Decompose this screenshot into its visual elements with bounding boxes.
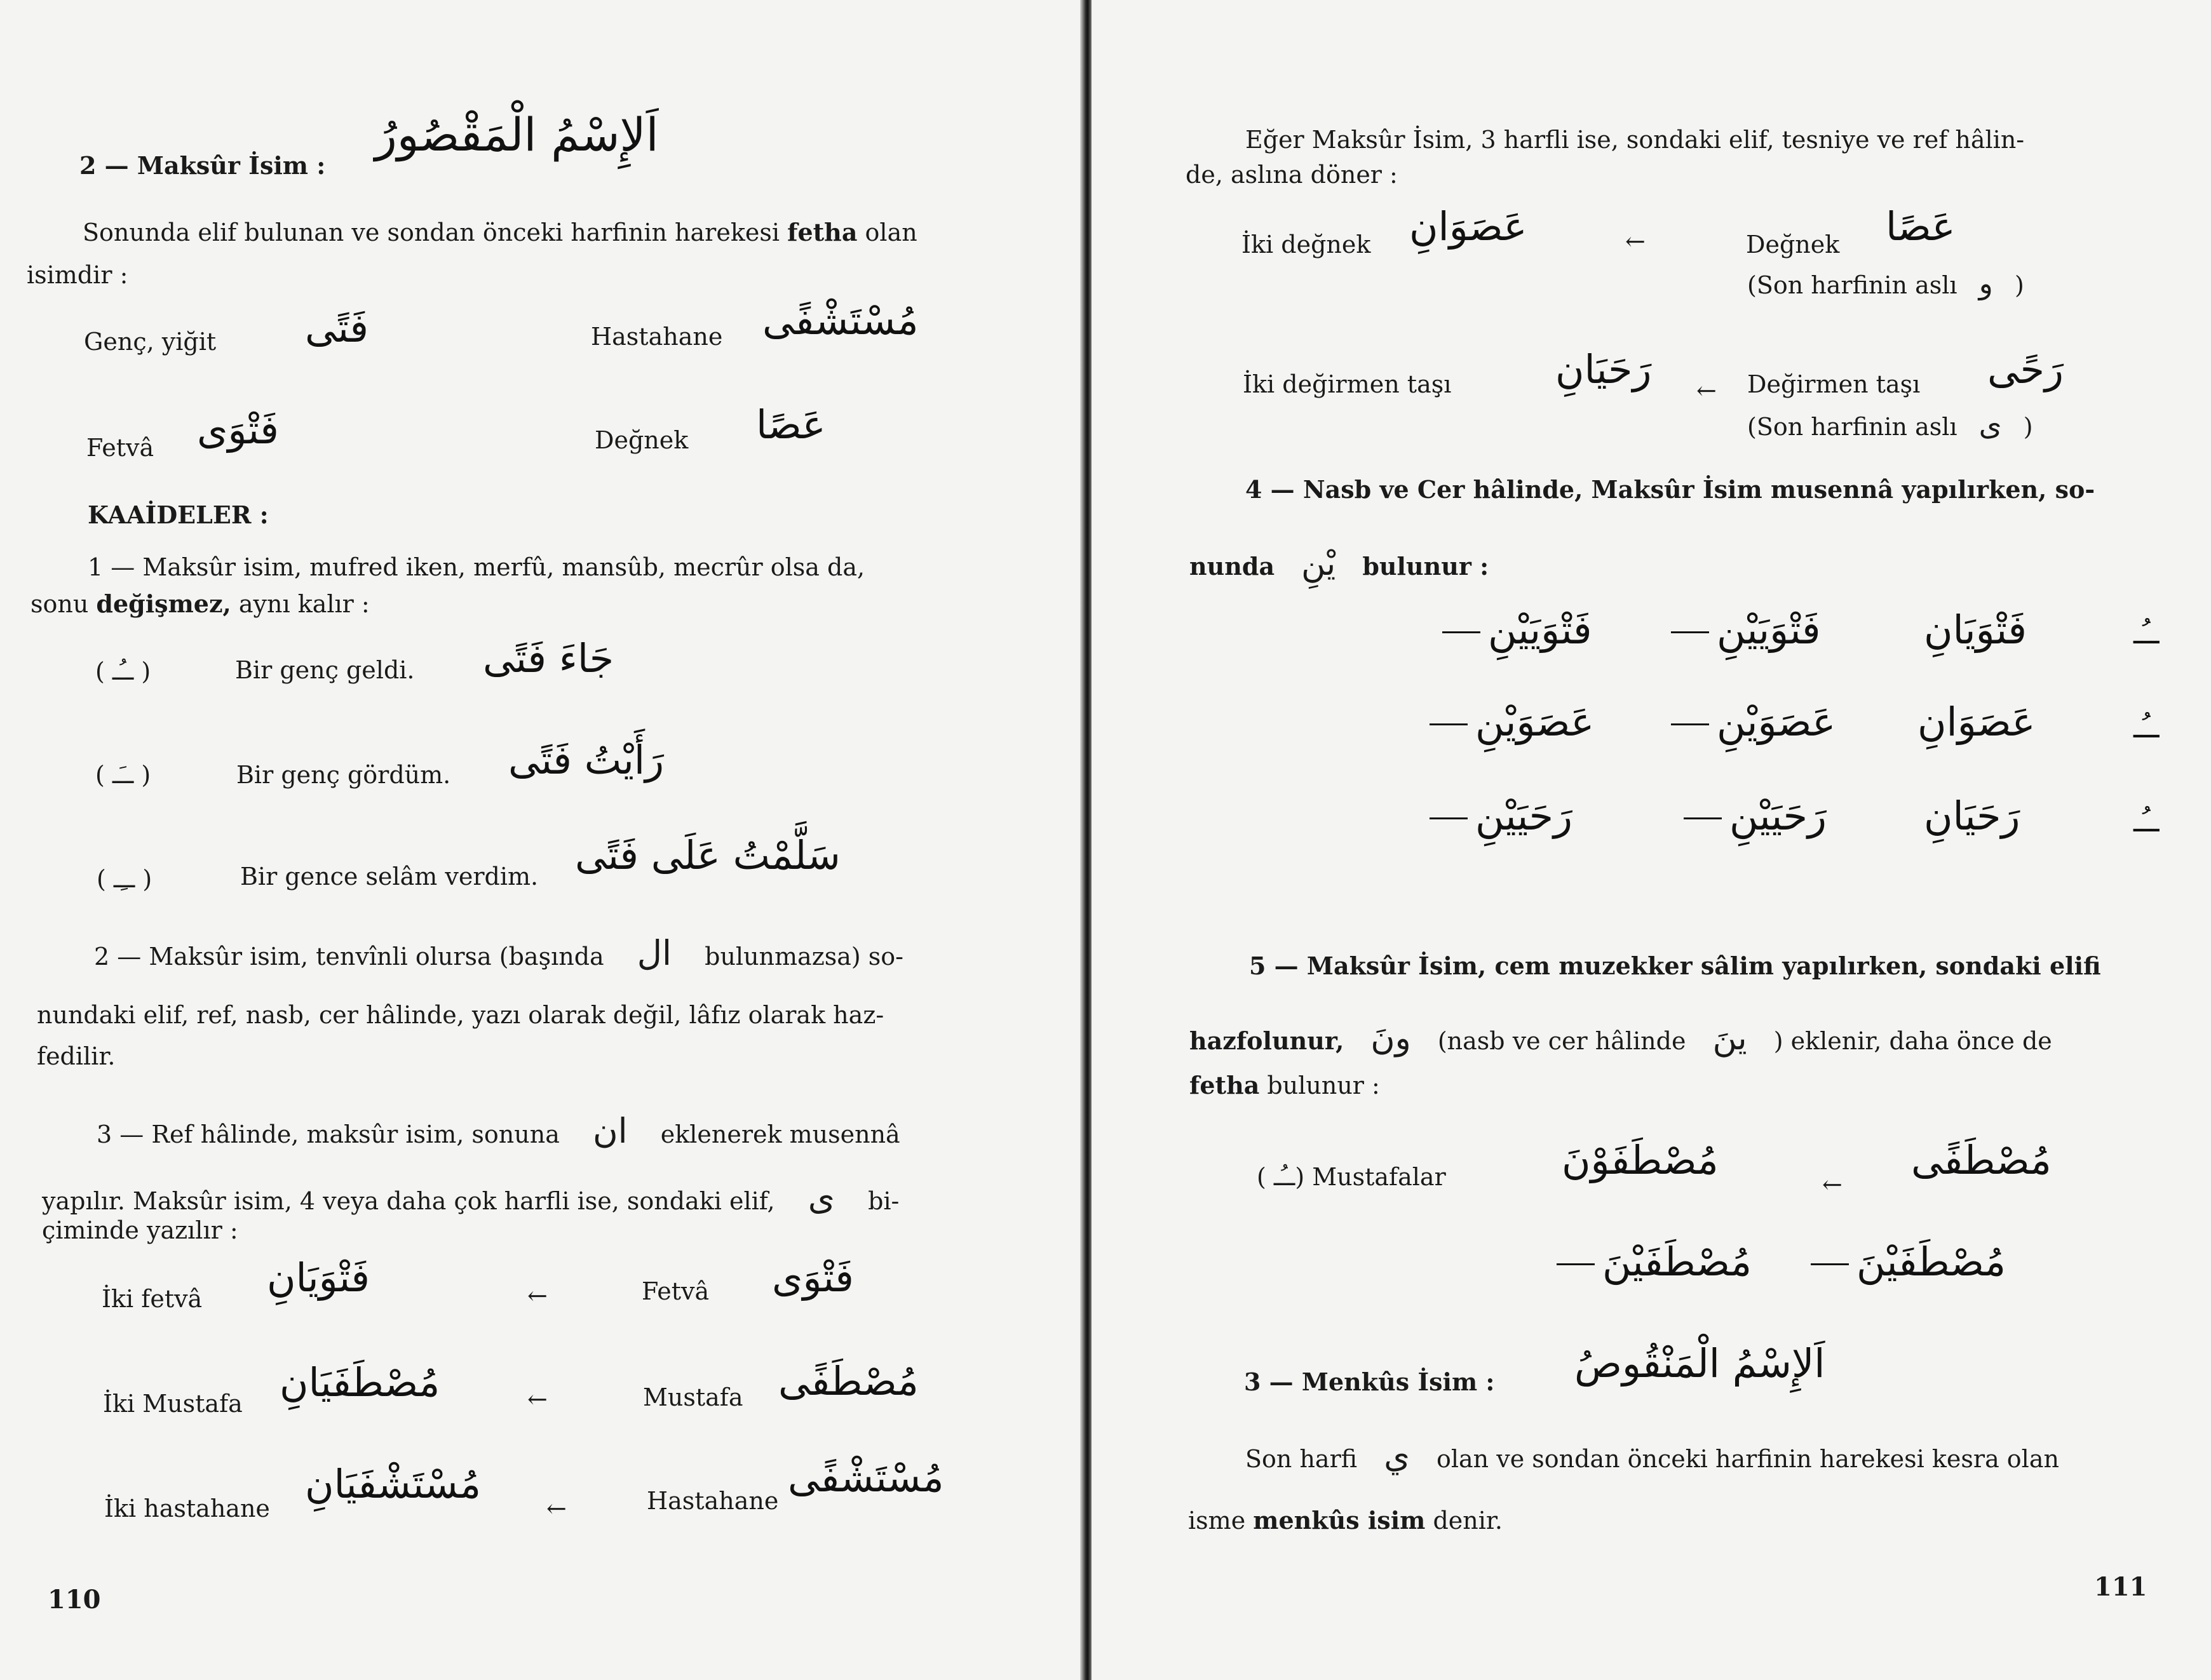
arrow: ← bbox=[527, 1282, 548, 1310]
menkus-heading-arabic: اَلإِسْمُ الْمَنْقُوصُ bbox=[1574, 1340, 1825, 1387]
origin-note: (Son harfinin aslı ى ) bbox=[1747, 408, 2033, 442]
dual-ar: عَصَوَانِ bbox=[1409, 203, 1527, 250]
example-ar: مُسْتَشْفًى bbox=[762, 297, 919, 344]
kasra-mark: ( ــِـ ) bbox=[97, 865, 152, 893]
rule2-line-2: nundaki elif, ref, nasb, cer hâlinde, yazı olarak değil, lâfız olarak haz- bbox=[37, 1001, 884, 1029]
table-cell: رَحَيَيْنِ bbox=[1676, 793, 1827, 839]
intro-line-2: isimdir : bbox=[27, 261, 128, 289]
rule3-line-2: yapılır. Maksûr isim, 4 veya daha çok harfli ise, sondaki elif, ى bi- bbox=[42, 1178, 900, 1218]
plural-base: مُصْطَفَيْنَ bbox=[1803, 1239, 2006, 1285]
rule2-line-1: 2 — Maksûr isim, tenvînli olursa (başında ال bulunmazsa) so- bbox=[94, 933, 904, 973]
arrow: ← bbox=[1625, 227, 1646, 255]
damma-mark: ــُـ bbox=[2133, 710, 2160, 744]
single-ar: عَصًا bbox=[1886, 203, 1956, 250]
arrow: ← bbox=[1696, 377, 1717, 405]
table-cell: رَحَيَيْنِ bbox=[1422, 793, 1572, 839]
table-cell: فَتْوَيَيْنِ bbox=[1663, 607, 1821, 653]
maksur-heading-label: 2 — Maksûr İsim : bbox=[79, 151, 326, 180]
menkus-line-1: Son harfi ي olan ve sondan önceki harfinin harekesi kesra olan bbox=[1245, 1437, 2059, 1475]
rule1-example-ar: رَأَيْتُ فَتًى bbox=[508, 737, 665, 783]
single-tr: Fetvâ bbox=[642, 1277, 710, 1305]
rule1-example-tr: Bir gence selâm verdim. bbox=[240, 863, 539, 890]
page-number: 111 bbox=[2094, 1572, 2147, 1602]
example-tr: Genç, yiğit bbox=[84, 328, 217, 356]
table-cell: رَحَيَانِ bbox=[1924, 793, 2020, 839]
dual-ar: رَحَيَانِ bbox=[1555, 346, 1652, 393]
page-number: 110 bbox=[48, 1585, 101, 1615]
dual-tr: İki fetvâ bbox=[102, 1285, 203, 1313]
table-cell: عَصَوَانِ bbox=[1917, 699, 2036, 745]
dual-ar: مُسْتَشْفَيَانِ bbox=[305, 1461, 482, 1507]
single-ar: مُسْتَشْفًى bbox=[788, 1455, 944, 1501]
table-cell: فَتْوَيَانِ bbox=[1924, 607, 2027, 653]
rule1-example-tr: Bir genç gördüm. bbox=[236, 761, 451, 789]
plural-label: ( ــُـ) Mustafalar bbox=[1257, 1163, 1446, 1191]
example-tr: Hastahane bbox=[591, 323, 723, 351]
dual-tr: İki Mustafa bbox=[103, 1390, 243, 1418]
right-page bbox=[1092, 0, 2211, 1680]
plural-result: مُصْطَفَيْنَ bbox=[1549, 1239, 1752, 1285]
single-tr: Değirmen taşı bbox=[1747, 370, 1921, 398]
single-ar: مُصْطَفًى bbox=[778, 1358, 919, 1404]
rule5-line-3: fetha bulunur : bbox=[1189, 1071, 1380, 1099]
example-tr: Değnek bbox=[595, 426, 689, 454]
table-cell: عَصَوَيْنِ bbox=[1422, 699, 1594, 745]
rule1-line-1: 1 — Maksûr isim, mufred iken, merfû, mansûb, mecrûr olsa da, bbox=[88, 553, 865, 581]
p1-line-1: Eğer Maksûr İsim, 3 harfli ise, sondaki elif, tesniye ve ref hâlin- bbox=[1245, 126, 2025, 154]
dual-tr: İki değirmen taşı bbox=[1243, 370, 1452, 398]
p1-line-2: de, aslına döner : bbox=[1186, 161, 1398, 189]
plural-base: مُصْطَفًى bbox=[1911, 1137, 2052, 1183]
damma-mark: ــُـ bbox=[2133, 804, 2160, 838]
menkus-heading-label: 3 — Menkûs İsim : bbox=[1244, 1368, 1495, 1396]
dual-tr: İki değnek bbox=[1241, 231, 1371, 259]
maksur-heading-arabic: اَلإِسْمُ الْمَقْصُورُ bbox=[375, 108, 659, 161]
rules-heading: KAAİDELER : bbox=[88, 501, 269, 529]
rule5-line-2: hazfolunur, ونَ (nasb ve cer hâlinde ينَ ) eklenir, daha önce de bbox=[1189, 1019, 2052, 1058]
single-ar: رَحًى bbox=[1987, 346, 2064, 393]
rule1-example-ar: سَلَّمْتُ عَلَى فَتًى bbox=[575, 832, 841, 878]
arrow: ← bbox=[1822, 1171, 1842, 1199]
rule2-line-3: fedilir. bbox=[37, 1042, 116, 1070]
example-tr: Fetvâ bbox=[86, 434, 154, 462]
rule1-example-ar: جَاءَ فَتًى bbox=[483, 635, 614, 682]
arrow: ← bbox=[527, 1385, 548, 1413]
dual-ar: فَتْوَيَانِ bbox=[267, 1254, 370, 1301]
rule3-line-1: 3 — Ref hâlinde, maksûr isim, sonuna ان eklenerek musennâ bbox=[97, 1111, 900, 1151]
menkus-line-2: isme menkûs isim denir. bbox=[1188, 1506, 1503, 1535]
rule4-line-2: nunda يْنِ bulunur : bbox=[1189, 545, 1489, 583]
single-tr: Değnek bbox=[1746, 231, 1840, 259]
left-page bbox=[0, 0, 1083, 1680]
rule1-example-tr: Bir genç geldi. bbox=[235, 656, 415, 684]
single-tr: Hastahane bbox=[647, 1487, 779, 1515]
rule1-line-2: sonu değişmez, aynı kalır : bbox=[30, 589, 370, 618]
arrow: ← bbox=[546, 1495, 567, 1522]
intro-line-1: Sonunda elif bulunan ve sondan önceki harfinin harekesi fetha olan bbox=[83, 218, 917, 246]
rule4-line-1: 4 — Nasb ve Cer hâlinde, Maksûr İsim musennâ yapılırken, so- bbox=[1245, 475, 2095, 504]
damma-mark: ــُـ bbox=[2133, 616, 2160, 650]
fatha-mark: ( ــَـ ) bbox=[95, 761, 151, 789]
plural-result: مُصْطَفَوْنَ bbox=[1562, 1137, 1719, 1183]
example-ar: عَصًا bbox=[756, 401, 826, 448]
example-ar: فَتًى bbox=[305, 305, 369, 351]
origin-note: (Son harfinin aslı و ) bbox=[1747, 266, 2024, 300]
table-cell: عَصَوَيْنِ bbox=[1663, 699, 1836, 745]
dual-tr: İki hastahane bbox=[104, 1495, 270, 1522]
single-ar: فَتْوَى bbox=[772, 1254, 854, 1301]
rule5-line-1: 5 — Maksûr İsim, cem muzekker sâlim yapılırken, sondaki elifi bbox=[1249, 951, 2101, 980]
dual-ar: مُصْطَفَيَانِ bbox=[280, 1359, 440, 1406]
single-tr: Mustafa bbox=[643, 1383, 743, 1411]
table-cell: فَتْوَيَيْنِ bbox=[1435, 607, 1592, 653]
damma-mark: ( ــُـ ) bbox=[95, 657, 151, 685]
rule3-line-3: çiminde yazılır : bbox=[42, 1216, 238, 1244]
example-ar: فَتْوَى bbox=[197, 407, 279, 453]
